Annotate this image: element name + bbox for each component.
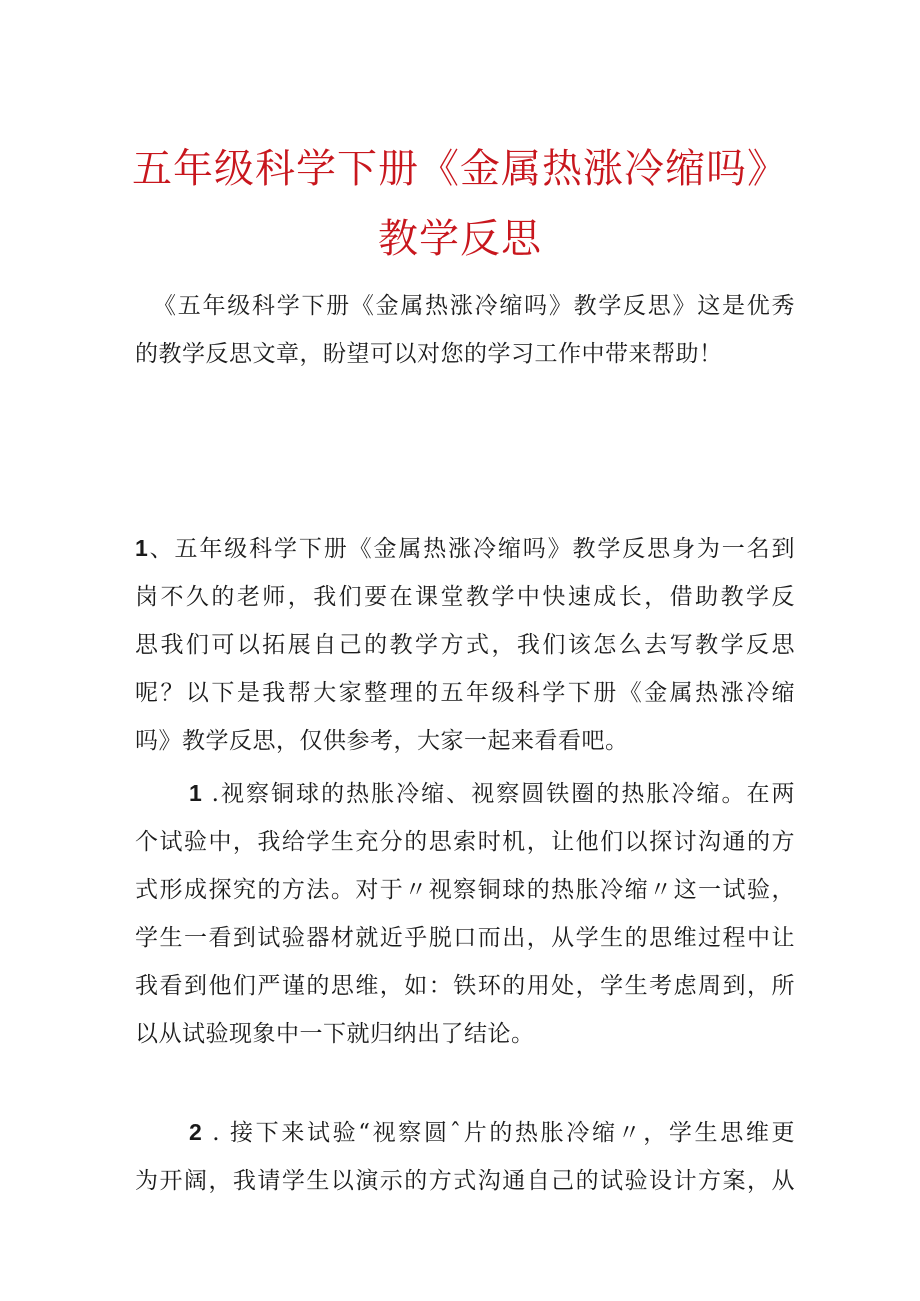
section-1-number: 1 <box>135 535 149 561</box>
item-1-line: 我看到他们严谨的思维，如：铁环的用处，学生考虑周到，所 <box>135 973 795 999</box>
item-1-first-line-text: .视察铜球的热胀冷缩、视察圆铁圈的热胀冷缩。在两 <box>202 781 795 807</box>
document-title-line1: 五年级科学下册《金属热涨冷缩吗》 <box>132 146 788 192</box>
item-1-line: 式形成探究的方法。对于〃视察铜球的热胀冷缩〃这一试验， <box>135 877 795 903</box>
item-1-number: 1 <box>189 780 203 806</box>
item-1-line: 个试验中，我给学生充分的思索时机，让他们以探讨沟通的方 <box>135 829 795 855</box>
item-2-number: 2 <box>189 1119 203 1145</box>
intro-line: 《五年级科学下册《金属热涨冷缩吗》教学反思》这是优秀 <box>153 293 795 319</box>
section-1-first-line <box>135 524 795 573</box>
item-2-line: 为开阔，我请学生以演示的方式沟通自己的试验设计方案，从 <box>135 1168 795 1194</box>
section-1-line: 岗不久的老师，我们要在课堂教学中快速成长，借助教学反 <box>135 584 795 610</box>
document-title-line2: 教学反思 <box>378 216 542 262</box>
section-1-line: 吗》教学反思，仅供参考，大家一起来看看吧。 <box>135 728 629 754</box>
section-1-paragraph <box>135 524 795 765</box>
section-1-line: 思我们可以拓展自己的教学方式，我们该怎么去写教学反思 <box>135 632 795 658</box>
item-1-paragraph <box>135 769 795 1058</box>
item-1-line: 以从试验现象中一下就归纳出了结论。 <box>135 1021 535 1047</box>
item-2-paragraph <box>135 1108 795 1205</box>
intro-paragraph <box>135 282 795 378</box>
section-1-line: 呢？以下是我帮大家整理的五年级科学下册《金属热涨冷缩 <box>135 680 795 706</box>
intro-line: 的教学反思文章，盼望可以对您的学习工作中带来帮助！ <box>135 341 723 367</box>
item-2-first-line <box>135 1108 795 1157</box>
section-1-first-line-text: 、五年级科学下册《金属热涨冷缩吗》教学反思身为一名到 <box>148 536 795 562</box>
item-1-line: 学生一看到试验器材就近乎脱口而出，从学生的思维过程中让 <box>135 925 795 951</box>
item-1-first-line <box>135 769 795 818</box>
item-2-first-line-text: . 接下来试验“视察圆ˆ片的热胀冷缩〃，学生思维更 <box>202 1120 795 1146</box>
